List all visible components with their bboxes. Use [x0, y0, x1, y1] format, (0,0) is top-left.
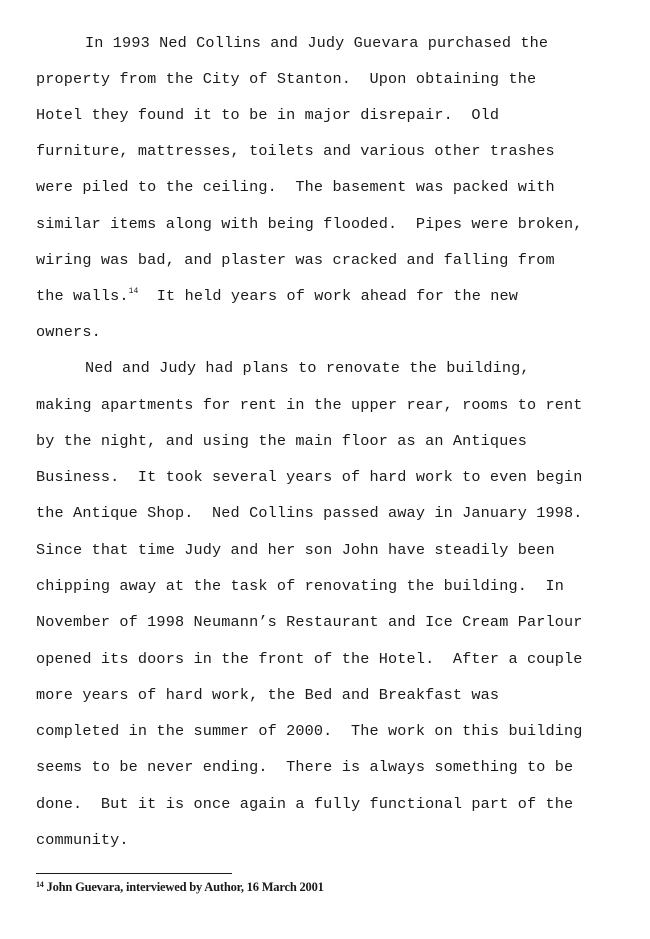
footnote-reference[interactable]: 14	[128, 287, 139, 296]
text-line: property from the City of Stanton. Upon obtaining the	[36, 70, 537, 88]
text-line: wiring was bad, and plaster was cracked and falling from	[36, 251, 555, 269]
text-line: similar items along with being flooded. Pipes were broken,	[36, 215, 583, 233]
text-line: seems to be never ending. There is always something to be	[36, 758, 574, 776]
text-line: owners.	[36, 323, 101, 341]
text-line: completed in the summer of 2000. The work on this building	[36, 722, 583, 740]
footnote-separator	[36, 873, 232, 874]
text-line: Business. It took several years of hard work to even begin	[36, 468, 583, 486]
footnote-number: 14	[36, 880, 44, 889]
text-line: were piled to the ceiling. The basement was packed with	[36, 178, 555, 196]
text-line: more years of hard work, the Bed and Breakfast was	[36, 686, 500, 704]
footnote	[36, 879, 324, 895]
text-segment: the walls.	[36, 287, 129, 305]
text-segment: It held years of work ahead for the new	[138, 287, 519, 305]
text-line: done. But it is once again a fully functional part of the	[36, 795, 574, 813]
text-line-with-footnote	[36, 287, 518, 305]
footnote-text: John Guevara, interviewed by Author, 16 March 2001	[43, 880, 324, 894]
text-line: the Antique Shop. Ned Collins passed away in January 1998.	[36, 504, 583, 522]
text-line: In 1993 Ned Collins and Judy Guevara purchased the	[85, 34, 549, 52]
text-line: Ned and Judy had plans to renovate the building,	[85, 359, 530, 377]
text-line: chipping away at the task of renovating the building. In	[36, 577, 565, 595]
text-line: making apartments for rent in the upper rear, rooms to rent	[36, 396, 583, 414]
text-line: Hotel they found it to be in major disrepair. Old	[36, 106, 500, 124]
text-line: community.	[36, 831, 129, 849]
text-line: by the night, and using the main floor as an Antiques	[36, 432, 527, 450]
text-line: November of 1998 Neumann’s Restaurant and Ice Cream Parlour	[36, 613, 583, 631]
text-line: furniture, mattresses, toilets and various other trashes	[36, 142, 555, 160]
text-line: opened its doors in the front of the Hotel. After a couple	[36, 650, 583, 668]
text-line: Since that time Judy and her son John have steadily been	[36, 541, 555, 559]
